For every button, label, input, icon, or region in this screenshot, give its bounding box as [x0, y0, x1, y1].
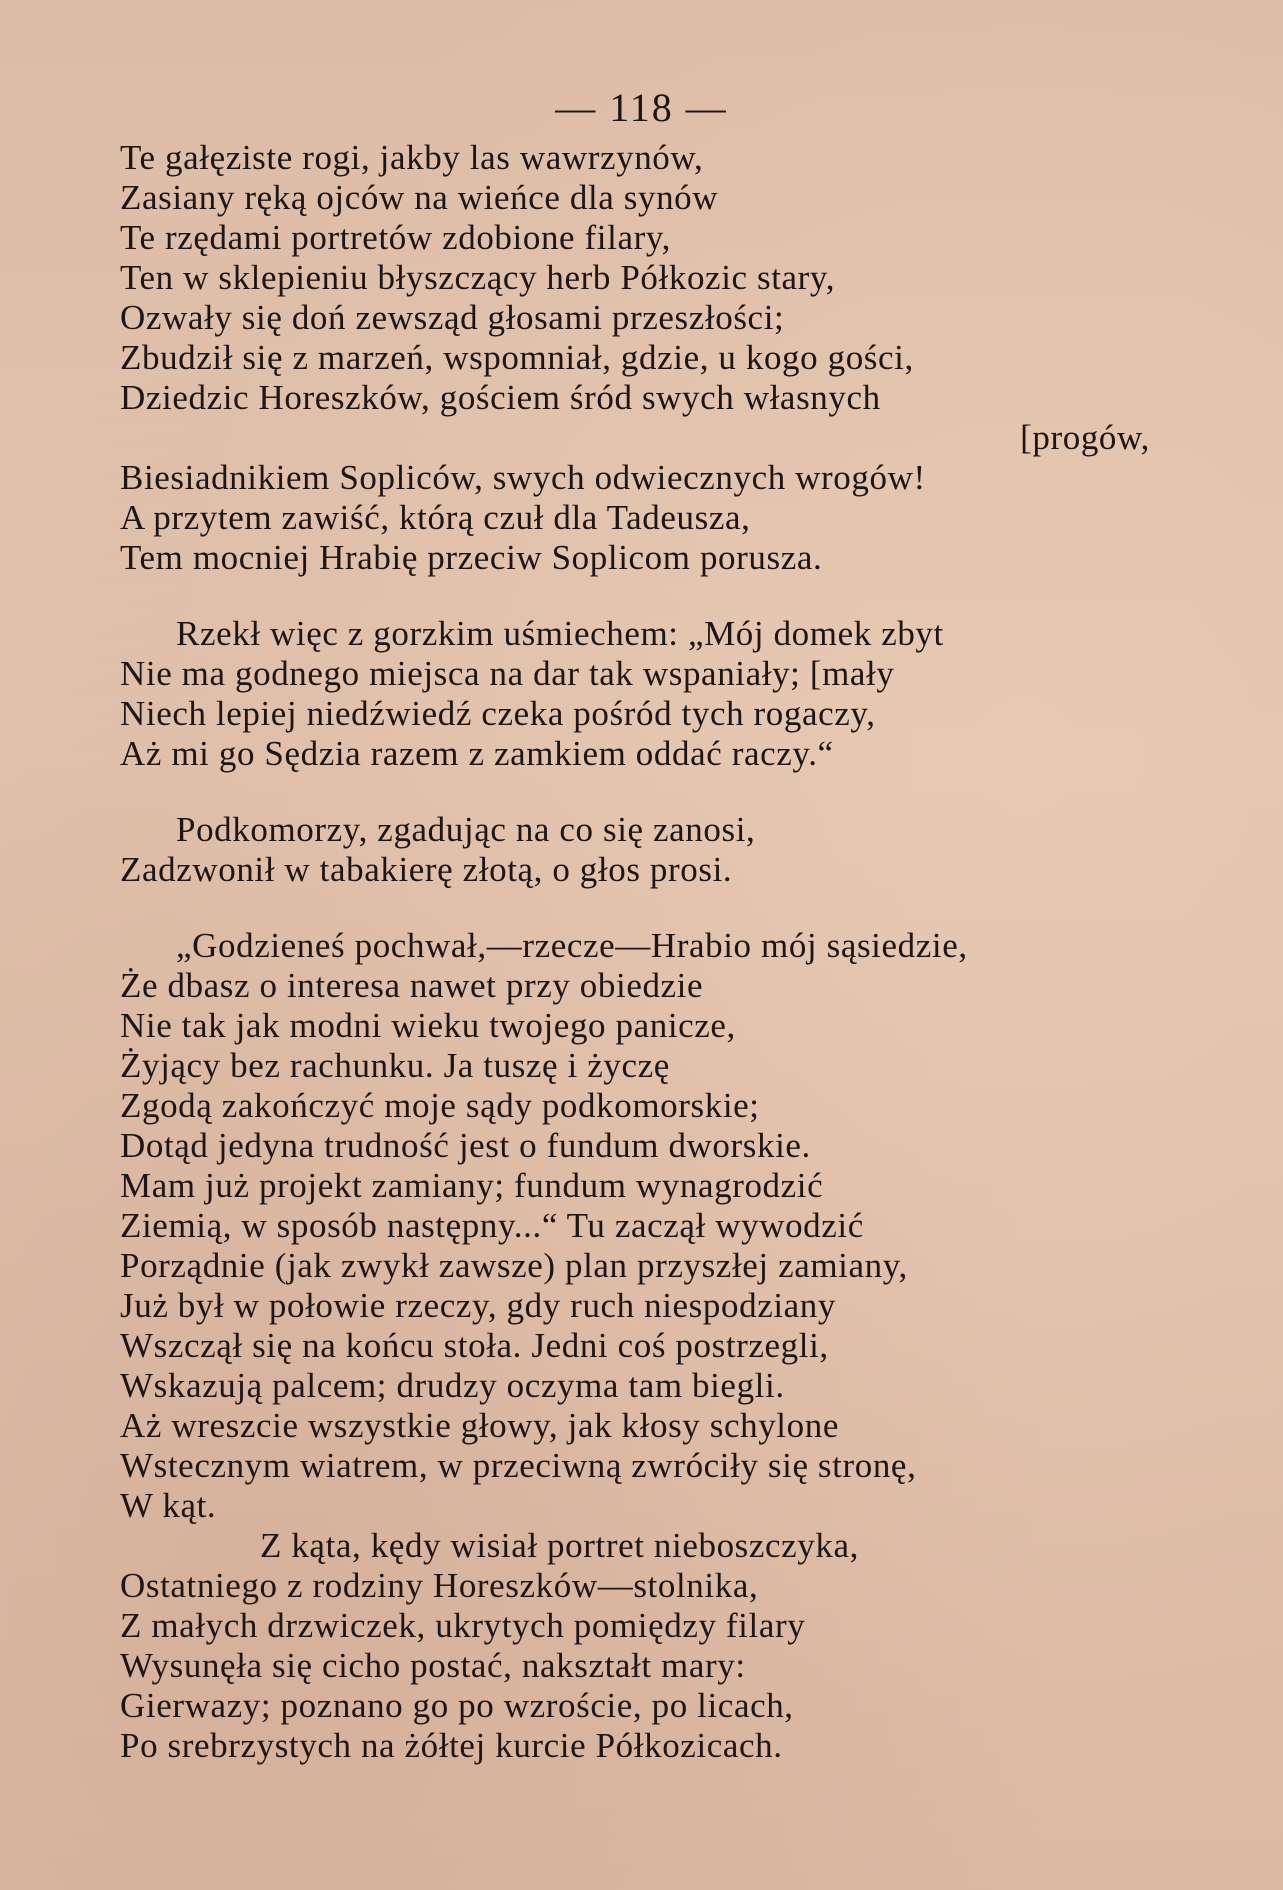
verse-line: Biesiadnikiem Sopliców, swych odwiecznych wrogów!: [120, 458, 926, 497]
verse-line: Rzekł więc z gorzkim uśmiechem: „Mój domek zbyt: [176, 614, 944, 653]
stanza: [120, 138, 1170, 578]
verse-line: Z kąta, kędy wisiał portret nieboszczyka,: [260, 1526, 859, 1565]
verse-line: Zasiany ręką ojców na wieńce dla synów: [120, 178, 719, 217]
verse-line: Te gałęziste rogi, jakby las wawrzynów,: [120, 138, 704, 177]
verse-line: Gierwazy; poznano go po wzroście, po licach,: [120, 1686, 794, 1725]
stanza: [120, 926, 1170, 1766]
verse-line: Wysunęła się cicho postać, nakształt mary:: [120, 1646, 746, 1685]
verse-line: Ziemią, w sposób następny...“ Tu zaczął wywodzić: [120, 1206, 864, 1245]
verse-line: Aż mi go Sędzia razem z zamkiem oddać raczy.“: [120, 734, 834, 773]
verse-line: Porządnie (jak zwykł zawsze) plan przyszłej zamiany,: [120, 1246, 908, 1285]
stanza: [120, 810, 1170, 890]
verse-line: W kąt.: [120, 1486, 217, 1525]
verse-line: Dziedzic Horeszków, gościem śród swych własnych: [120, 378, 881, 417]
verse-line: Ozwały się doń zewsząd głosami przeszłości;: [120, 298, 785, 337]
verse-line: Wskazują palcem; drudzy oczyma tam biegli.: [120, 1366, 785, 1405]
verse-line: Już był w połowie rzeczy, gdy ruch niespodziany: [120, 1286, 836, 1325]
verse-line: „Godzieneś pochwał,—rzecze—Hrabio mój sąsiedzie,: [176, 926, 968, 965]
verse-line: Nie tak jak modni wieku twojego panicze,: [120, 1006, 736, 1045]
poem-text: [120, 138, 1170, 1802]
verse-line: Podkomorzy, zgadując na co się zanosi,: [176, 810, 756, 849]
verse-line: Zgodą zakończyć moje sądy podkomorskie;: [120, 1086, 760, 1125]
verse-line: Nie ma godnego miejsca na dar tak wspaniały; [mały: [120, 654, 895, 693]
verse-line: Mam już projekt zamiany; fundum wynagrodzić: [120, 1166, 824, 1205]
verse-line: A przytem zawiść, którą czuł dla Tadeusza,: [120, 498, 751, 537]
verse-line: Tem mocniej Hrabię przeciw Soplicom porusza.: [120, 538, 823, 577]
verse-line: Żyjący bez rachunku. Ja tuszę i życzę: [120, 1046, 670, 1085]
page-number: — 118 —: [555, 85, 728, 130]
verse-line: Zbudził się z marzeń, wspomniał, gdzie, u kogo gości,: [120, 338, 914, 377]
verse-line: Po srebrzystych na żółtej kurcie Półkozicach.: [120, 1726, 783, 1765]
verse-line: Ten w sklepieniu błyszczący herb Półkozic stary,: [120, 258, 836, 297]
verse-line: [progów,: [1020, 418, 1150, 457]
stanza: [120, 614, 1170, 774]
verse-line: Wszczął się na końcu stoła. Jedni coś postrzegli,: [120, 1326, 829, 1365]
verse-line: Zadzwonił w tabakierę złotą, o głos prosi.: [120, 850, 733, 889]
verse-line: Wstecznym wiatrem, w przeciwną zwróciły się stronę,: [120, 1446, 917, 1485]
verse-line: Niech lepiej niedźwiedź czeka pośród tych rogaczy,: [120, 694, 876, 733]
verse-line: Że dbasz o interesa nawet przy obiedzie: [120, 966, 704, 1005]
verse-line: Ostatniego z rodziny Horeszków—stolnika,: [120, 1566, 759, 1605]
verse-line: Z małych drzwiczek, ukrytych pomiędzy filary: [120, 1606, 806, 1645]
verse-line: Dotąd jedyna trudność jest o fundum dworskie.: [120, 1126, 811, 1165]
verse-line: Aż wreszcie wszystkie głowy, jak kłosy schylone: [120, 1406, 839, 1445]
verse-line: Te rzędami portretów zdobione filary,: [120, 218, 672, 257]
